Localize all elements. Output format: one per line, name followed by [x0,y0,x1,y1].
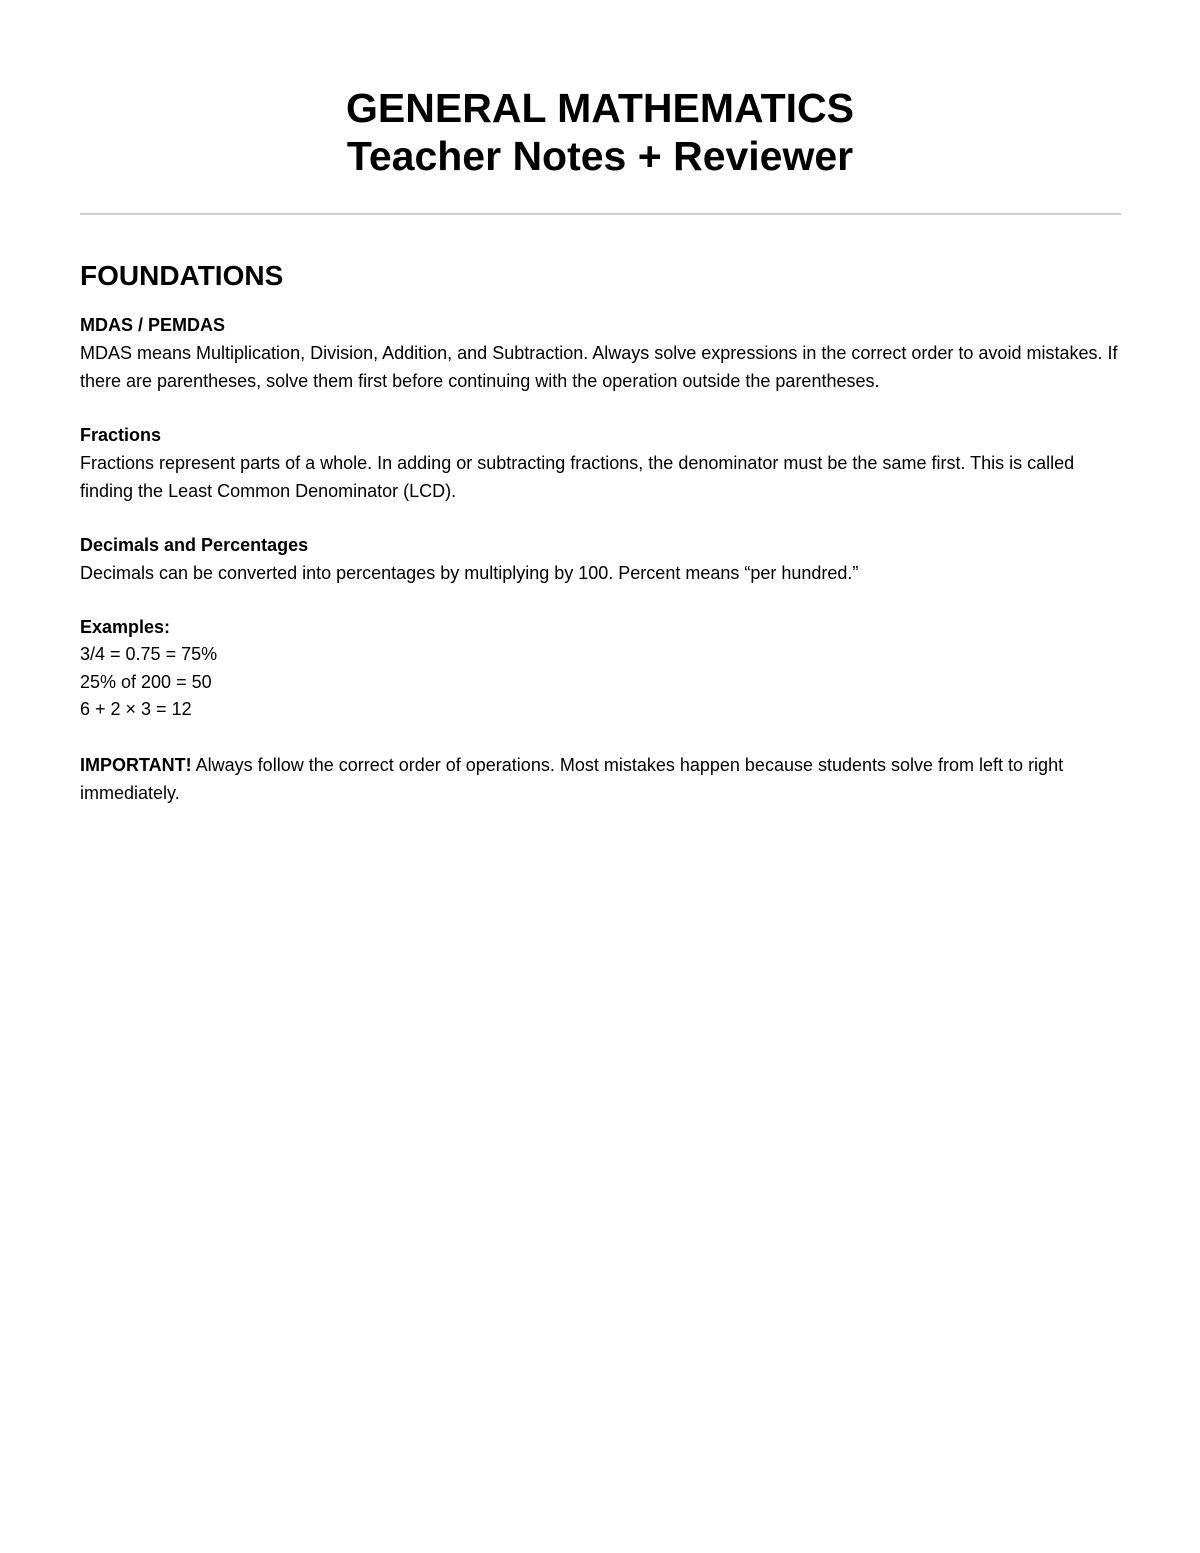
document-body [80,258,1120,834]
topic-text: MDAS means Multiplication, Division, Addition, and Subtraction. Always solve expressions in the correct order to avoid mistakes. If there are parentheses, solve them first before continuing with the operation outside the parentheses. [80,343,1118,391]
example-line: 6 + 2 × 3 = 12 [80,699,192,719]
title-line-1: GENERAL MATHEMATICS [346,85,854,131]
topic-title: Fractions [80,425,162,445]
topic-text: Fractions represent parts of a whole. In adding or subtracting fractions, the denominator must be the same first. This is called finding the Least Common Denominator (LCD). [80,453,1075,501]
topic-fractions [80,422,1120,505]
topic-title: MDAS / PEMDAS [80,315,226,335]
important-note [80,751,1120,807]
examples-block [80,614,1120,724]
important-label: IMPORTANT! [80,754,192,775]
important-text: Always follow the correct order of operations. Most mistakes happen because students solve from left to right immediately. [80,754,1064,803]
topic-decimals-percentages [80,532,1120,587]
document-title [0,84,1200,180]
title-divider [80,213,1121,215]
examples-title: Examples: [80,617,171,637]
section-heading: FOUNDATIONS [80,260,284,291]
topic-text: Decimals can be converted into percentages by multiplying by 100. Percent means “per hundred.” [80,563,859,583]
important-paragraph [80,751,1120,807]
title-line-2: Teacher Notes + Reviewer [346,133,854,179]
example-line: 25% of 200 = 50 [80,671,212,692]
example-line: 3/4 = 0.75 = 75% [80,644,218,664]
topic-mdas [80,312,1120,395]
topic-title: Decimals and Percentages [80,535,309,555]
